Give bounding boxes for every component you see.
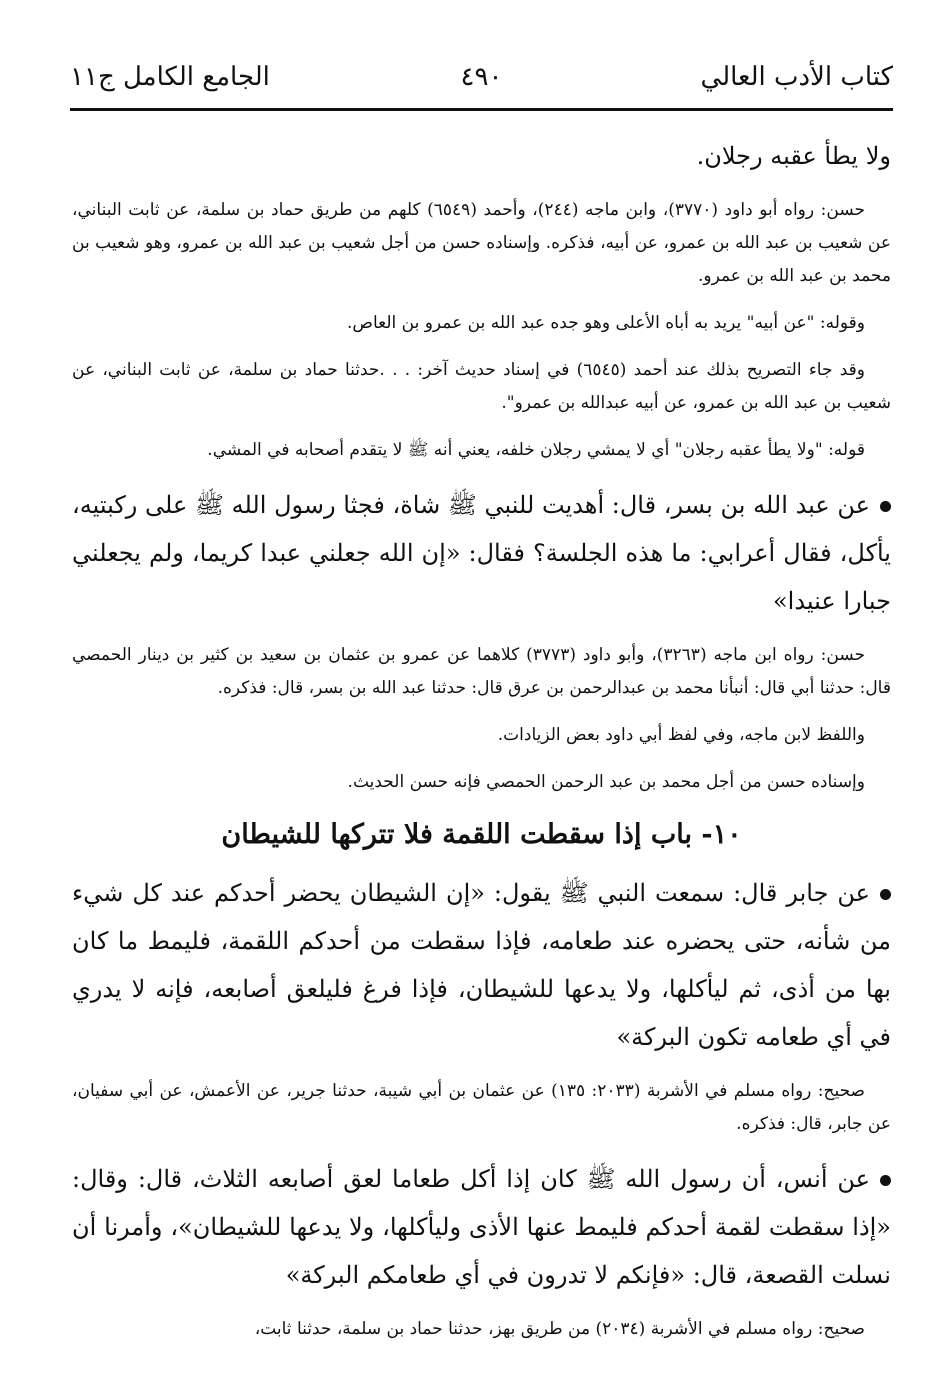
page-body: [72, 132, 891, 1360]
hadith-text: عن عبد الله بن بسر، قال: أهديت للنبي ﷺ شاة، فجثا رسول الله ﷺ على ركبتيه، يأكل، فقال أعرابي: ما هذه الجلسة؟ فقال: «إن الله جعلني عبدا كريما، ولم يجعلني جبارا عنيدا»: [72, 491, 891, 615]
page-header: [70, 62, 893, 102]
takhrij-text: صحيح: رواه مسلم في الأشربة (٢٠٣٣: ١٣٥) عن عثمان بن أبي شيبة، حدثنا جرير، عن الأعمش، عن أبي سفيان، عن جابر، قال: فذكره.: [72, 1081, 891, 1134]
chapter-heading: ١٠- باب إذا سقطت اللقمة فلا تتركها للشيطان: [221, 819, 742, 850]
note-text: قوله: "ولا يطأ عقبه رجلان" أي لا يمشي رجلان خلفه، يعني أنه ﷺ لا يتقدم أصحابه في المشي.: [207, 440, 865, 460]
bullet-icon: [880, 501, 891, 512]
note-text: وإسناده حسن من أجل محمد بن عبد الرحمن الحمصي فإنه حسن الحديث.: [347, 772, 865, 792]
bullet-icon: [880, 889, 891, 900]
takhrij-text: صحيح: رواه مسلم في الأشربة (٢٠٣٤) من طريق بهز، حدثنا حماد بن سلمة، حدثنا ثابت،: [254, 1319, 865, 1339]
hadith-text: عن جابر قال: سمعت النبي ﷺ يقول: «إن الشيطان يحضر أحدكم عند كل شيء من شأنه، حتى يحضره عند طعامه، فإذا سقطت من أحدكم اللقمة، فليمط ما كان بها من أذى، ثم ليأكلها، ولا يدعها للشيطان، فإذا فرغ فليلعق أصابعه، فإنه لا يدري في أي طعامه تكون البركة»: [72, 879, 891, 1051]
book-title: كتاب الأدب العالي: [700, 62, 893, 92]
takhrij-text: حسن: رواه ابن ماجه (٣٢٦٣)، وأبو داود (٣٧٧٣) كلاهما عن عمرو بن عثمان بن سعيد بن كثير بن دينار الحمصي قال: حدثنا أبي قال: أنبأنا محمد بن عبدالرحمن بن عرق قال: حدثنا عبد الله بن بسر، قال: فذكره.: [72, 645, 891, 698]
header-rule: [70, 108, 893, 111]
note-text: وقوله: "عن أبيه" يريد به أباه الأعلى وهو جده عبد الله بن عمرو بن العاص.: [346, 313, 865, 333]
hadith-text: ولا يطأ عقبه رجلان.: [696, 142, 891, 170]
hadith-paragraph: [72, 869, 891, 1061]
bullet-icon: [880, 1175, 891, 1186]
takhrij-text: حسن: رواه أبو داود (٣٧٧٠)، وابن ماجه (٢٤٤)، وأحمد (٦٥٤٩) كلهم من طريق حماد بن سلمة، عن ثابت البناني، عن شعيب بن عبد الله بن عمرو، عن أبيه، فذكره. وإسناده حسن من أجل شعيب بن عبد الله بن عمرو، وهو شعيب بن محمد بن عبد الله بن عمرو.: [72, 200, 891, 286]
note-text: وقد جاء التصريح بذلك عند أحمد (٦٥٤٥) في إسناد حديث آخر: . . .حدثنا حماد بن سلمة، عن ثابت البناني، عن شعيب بن عبد الله بن عمرو، عن أبيه عبدالله بن عمرو".: [72, 360, 891, 413]
hadith-paragraph: [72, 1155, 891, 1299]
volume-label: الجامع الكامل ج١١: [70, 62, 270, 92]
hadith-paragraph: [72, 481, 891, 625]
hadith-text: عن أنس، أن رسول الله ﷺ كان إذا أكل طعاما لعق أصابعه الثلاث، قال: وقال: «إذا سقطت لقمة أحدكم فليمط عنها الأذى وليأكلها، ولا يدعها للشيطان»، وأمرنا أن نسلت القصعة، قال: «فإنكم لا تدرون في أي طعامكم البركة»: [72, 1165, 891, 1289]
page-number: ٤٩٠: [460, 62, 503, 92]
note-text: واللفظ لابن ماجه، وفي لفظ أبي داود بعض الزيادات.: [497, 725, 865, 745]
